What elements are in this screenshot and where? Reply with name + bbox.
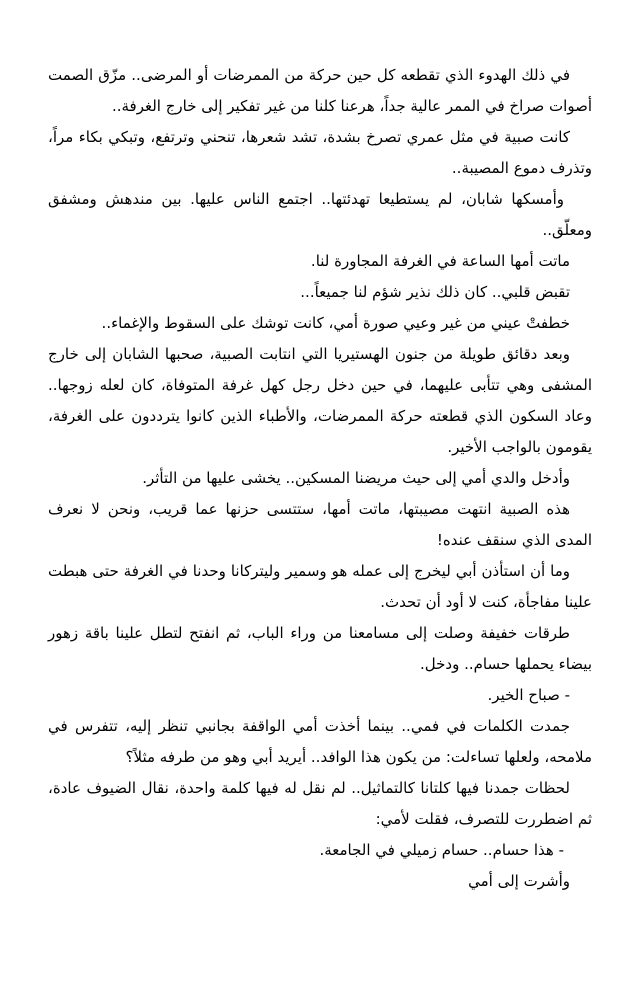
paragraph: وأشرت إلى أمي (468, 872, 570, 890)
dialogue-line: - صباح الخير. (487, 686, 570, 704)
paragraph: خطفتْ عيني من غير وعيي صورة أمي، كانت توشك على السقوط والإغماء.. (101, 314, 570, 332)
paragraph: ماتت أمها الساعة في الغرفة المجاورة لنا. (310, 252, 570, 270)
paragraph: وأدخل والدي أمي إلى حيث مريضنا المسكين.. يخشى عليها من التأثر. (142, 469, 570, 487)
paragraph: كانت صبية في مثل عمري تصرخ بشدة، تشد شعرها، تنحني وترتفع، وتبكي بكاء مراً، وتذرف دموع المصيبة.. (48, 128, 592, 177)
paragraph: جمدت الكلمات في فمي.. بينما أخذت أمي الواقفة بجانبي تنظر إليه، تتفرس في ملامحه، ولعلها تساءلت: من يكون هذا الوافد.. أيريد أبي وهو من طرفه مثلاً؟ (48, 717, 592, 766)
paragraph: لحظات جمدنا فيها كلتانا كالتماثيل.. لم نقل له فيها كلمة واحدة، نقال الضيوف عادة، ثم اضطررت للتصرف، فقلت لأمي: (48, 779, 592, 828)
paragraph: هذه الصبية انتهت مصيبتها، ماتت أمها، ستتسى حزنها عما قريب، ونحن لا نعرف المدى الذي سنقف عنده! (48, 500, 592, 549)
paragraph: في ذلك الهدوء الذي تقطعه كل حين حركة من الممرضات أو المرضى.. مزّق الصمت أصوات صراخ في الممر عالية جداً، هرعنا كلنا من غير تفكير إلى خارج الغرفة.. (48, 66, 592, 115)
paragraph: وما أن استأذن أبي ليخرج إلى عمله هو وسمير وليتركانا وحدنا في الغرفة حتى هبطت علينا مفاجأة، كنت لا أود أن تحدث. (48, 562, 592, 611)
paragraph: تقبض قلبي.. كان ذلك نذير شؤم لنا جميعاً... (300, 283, 570, 301)
paragraph: وبعد دقائق طويلة من جنون الهستيريا التي انتابت الصبية، صحبها الشابان إلى خارج المشفى وهي تتأبى عليهما، في حين دخل رجل كهل غرفة المتوفاة، كان لعله زوجها.. وعاد السكون الذي قطعته حركة الممرضات، والأطباء الذين كانوا يترددون على الغرفة، يقومون بالواجب الأخير. (48, 345, 592, 456)
paragraph: طرقات خفيفة وصلت إلى مسامعنا من وراء الباب، ثم انفتح لتطل علينا باقة زهور بيضاء يحملها حسام.. ودخل. (48, 624, 592, 673)
dialogue-line: - هذا حسام.. حسام زميلي في الجامعة. (319, 841, 564, 859)
paragraph: وأمسكها شابان، لم يستطيعا تهدئتها.. اجتمع الناس عليها. بين مندهش ومشفق ومعلّق.. (48, 190, 592, 239)
document-page (48, 60, 592, 1000)
